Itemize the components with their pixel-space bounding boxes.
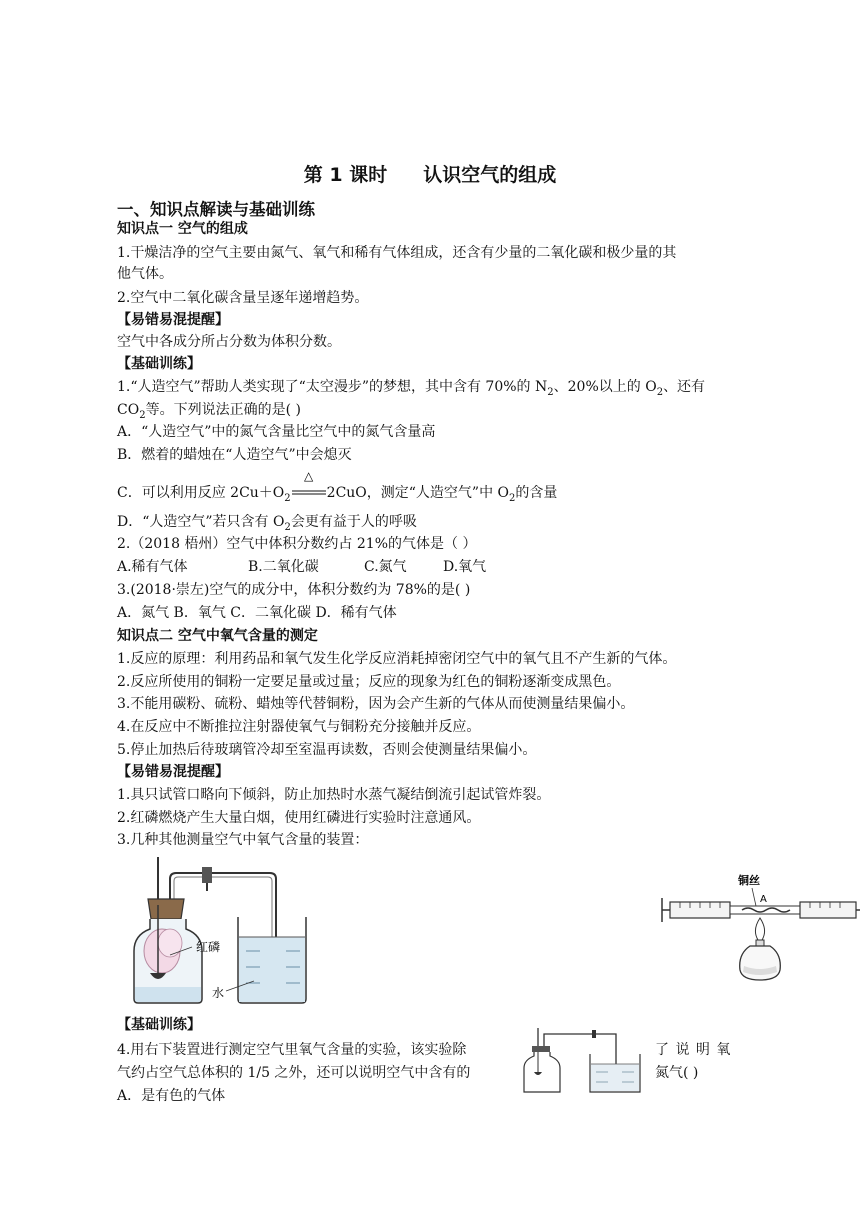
oxygen-measurement-figure (522, 1026, 648, 1096)
kp2-paragraph-1: 1.反应的原理：利用药品和氧气发生化学反应消耗掉密闭空气中的氧气且不产生新的气体。 (117, 651, 677, 667)
sub-2: 2 (139, 409, 146, 421)
q1-option-a: A．“人造空气”中的氮气含量比空气中的氮气含量高 (117, 424, 436, 440)
right-syringe (800, 902, 856, 918)
q2-option-a: A.稀有气体 (117, 559, 188, 575)
copper-wire-label: 铜丝 (738, 874, 760, 887)
kp2-paragraph-5: 5.停止加热后待玻璃管冷却至室温再读数，否则会使测量结果偏小。 (117, 742, 537, 758)
q2-option-c: C.氮气 (364, 559, 407, 575)
q1-option-c (117, 470, 558, 504)
white-smoke-puff (158, 929, 182, 957)
beaker-water (239, 937, 305, 1002)
sub-2: 2 (284, 492, 291, 504)
kp2-training-heading: 【基础训练】 (117, 1017, 201, 1033)
q1-option-b: B．燃着的蜡烛在“人造空气”中会熄灭 (117, 447, 352, 463)
q1-text-a: 1.“人造空气”帮助人类实现了“太空漫步”的梦想，其中含有 70%的 N (117, 379, 548, 395)
kp2-tip-1: 1.具只试管口略向下倾斜，防止加热时水蒸气凝结倒流引起试管炸裂。 (117, 787, 551, 803)
lesson-number: 第 1 课时 (303, 164, 388, 186)
delta-symbol: △ (303, 470, 313, 483)
bottle-stopper (148, 899, 184, 919)
q2-option-d: D.氧气 (443, 559, 487, 575)
flame-icon (755, 918, 764, 940)
q1-text-c: 、还有 (663, 379, 706, 395)
page-title (0, 160, 860, 187)
q1-text-e: 等。下列说法正确的是( ) (145, 402, 301, 418)
question-1-line-1 (117, 377, 705, 397)
wire-label-line (752, 888, 756, 906)
question-3-stem: 3.(2018·崇左)空气的成分中，体积分数约为 78%的是( ) (117, 582, 471, 598)
knowledge-point-2-heading: 知识点二 空气中氧气含量的测定 (117, 628, 318, 644)
kp2-paragraph-3: 3.不能用碳粉、硫粉、蜡烛等代替铜粉，因为会产生新的气体从而使测量结果偏小。 (117, 696, 635, 712)
kp2-tip-2: 2.红磷燃烧产生大量白烟，使用红磷进行实验时注意通风。 (117, 810, 481, 826)
tube-clamp (202, 867, 212, 883)
q1-option-d (117, 512, 417, 532)
kp1-paragraph-1a: 1.干燥洁净的空气主要由氮气、氧气和稀有气体组成，还含有少量的二氧化碳和极少量的其 (117, 245, 677, 261)
question-4-line-2-b: 氮气( ) (655, 1065, 699, 1081)
kp1-tip: 空气中各成分所占分数为体积分数。 (117, 334, 341, 350)
sub-2: 2 (656, 386, 664, 398)
reaction-condition-heat (291, 470, 327, 498)
point-a-label: A (760, 894, 767, 905)
question-4-line-1-b: 了 说 明 氧 (655, 1042, 732, 1058)
section-heading: 一、知识点解读与基础训练 (117, 200, 315, 219)
q3-options: A．氮气 B．氧气 C．二氧化碳 D．稀有气体 (117, 605, 397, 621)
q1d-text-b: 会更有益于人的呼吸 (290, 514, 417, 530)
sub-2: 2 (509, 492, 516, 504)
kp2-paragraph-2: 2.反应所使用的铜粉一定要足量或过量；反应的现象为红色的铜粉逐渐变成黑色。 (117, 674, 621, 690)
tube-clamp (592, 1030, 596, 1038)
q1c-text-a: C．可以利用反应 2Cu＋O (117, 485, 285, 501)
phosphorus-apparatus-figure (126, 855, 316, 1005)
lamp-wick-holder (756, 940, 764, 946)
kp2-tip-heading: 【易错易混提醒】 (117, 764, 229, 780)
water-label: 水 (212, 986, 225, 1000)
syringe-copper-apparatus-figure (660, 868, 860, 986)
question-4-line-1-a: 4.用右下装置进行测定空气里氧气含量的实验，该实验除 (117, 1042, 467, 1058)
phosphorus-label: 红磷 (196, 940, 221, 954)
lesson-title: 认识空气的组成 (423, 164, 557, 186)
q1-text-b: 、20%以上的 O (553, 379, 657, 395)
q1d-text-a: D．“人造空气”若只含有 O (117, 514, 285, 530)
equals-arrow-icon (291, 470, 327, 498)
beaker-water (591, 1064, 639, 1091)
q1-text-d: CO (117, 402, 140, 418)
question-2-stem: 2.（2018 梧州）空气中体积分数约占 21%的气体是（ ） (117, 536, 477, 552)
bottle-water (135, 987, 201, 1002)
kp2-paragraph-4: 4.在反应中不断推拉注射器使氧气与铜粉充分接触并反应。 (117, 719, 481, 735)
kp1-paragraph-1b: 他气体。 (117, 266, 173, 282)
question-4-line-2-a: 气约占空气总体积的 1/5 之外，还可以说明空气中含有的 (117, 1065, 471, 1081)
knowledge-point-1-heading: 知识点一 空气的组成 (117, 221, 248, 237)
sub-2: 2 (547, 386, 554, 398)
kp1-paragraph-2: 2.空气中二氧化碳含量呈逐年递增趋势。 (117, 290, 369, 306)
sub-2: 2 (284, 521, 291, 533)
question-1-line-2 (117, 400, 301, 420)
kp1-training-heading: 【基础训练】 (117, 356, 201, 372)
q1c-text-b: 2CuO，测定“人造空气”中 O (326, 485, 510, 501)
kp1-tip-heading: 【易错易混提醒】 (117, 312, 229, 328)
q4-option-a: A．是有色的气体 (117, 1088, 226, 1104)
q2-option-b: B.二氧化碳 (248, 559, 319, 575)
q1c-text-c: 的含量 (515, 485, 558, 501)
bottle-stopper (532, 1046, 550, 1052)
kp2-tip-3: 3.几种其他测量空气中氧气含量的装置： (117, 832, 369, 848)
